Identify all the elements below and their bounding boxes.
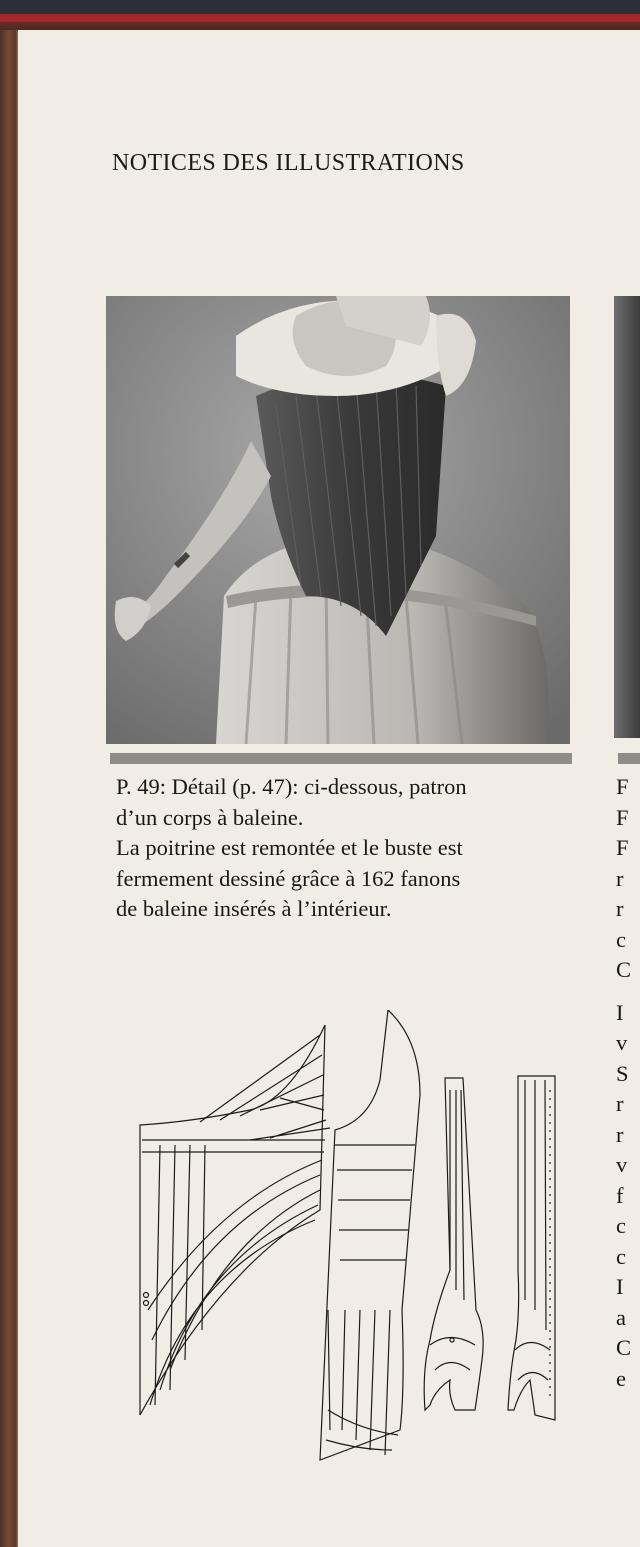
page-header: NOTICES DES ILLUSTRATIONS <box>112 150 465 176</box>
caption-line: P. 49: Détail (p. 47): ci-dessous, patron <box>116 774 467 799</box>
edge-letter: F <box>616 835 629 860</box>
busk-pattern-piece <box>508 1076 555 1420</box>
caption-line: fermement dessiné grâce à 162 fanons <box>116 865 461 891</box>
edge-letter: C <box>616 957 632 982</box>
adjacent-caption-rule <box>618 753 640 764</box>
caption-line: d’un corps à baleine. <box>116 804 304 830</box>
edge-letter: I <box>616 1274 624 1299</box>
edge-letter: S <box>616 1060 629 1086</box>
caption-line: La poitrine est remontée et le buste est <box>116 835 463 860</box>
edge-letter: C <box>616 1335 632 1360</box>
edge-letter: v <box>616 1030 628 1055</box>
edge-letter: e <box>616 1365 626 1391</box>
side-pattern-piece <box>424 1078 483 1410</box>
adjacent-photo-edge <box>614 296 640 738</box>
edge-letter: c <box>616 1213 626 1238</box>
caption-rule <box>110 753 572 764</box>
edge-letter: F <box>616 774 629 799</box>
edge-letter: F <box>616 804 629 830</box>
edge-letter: I <box>616 999 624 1025</box>
edge-letter: c <box>616 926 626 952</box>
edge-letter: r <box>616 896 624 921</box>
edge-letter: v <box>616 1152 628 1177</box>
edge-letter: r <box>616 1121 624 1147</box>
edge-letter: f <box>616 1182 624 1208</box>
figure-caption <box>116 772 574 925</box>
adjacent-column-text <box>616 772 640 1394</box>
corset-pattern-drawing <box>130 1010 570 1470</box>
corset-photo <box>106 296 570 744</box>
back-pattern-piece <box>320 1010 420 1460</box>
caption-line: de baleine insérés à l’intérieur. <box>116 896 392 921</box>
edge-letter: r <box>616 1091 624 1116</box>
edge-letter: c <box>616 1243 626 1269</box>
book-top-edge <box>0 0 640 34</box>
edge-letter: a <box>616 1304 626 1330</box>
edge-letter: r <box>616 865 624 891</box>
front-pattern-piece <box>140 1025 330 1415</box>
